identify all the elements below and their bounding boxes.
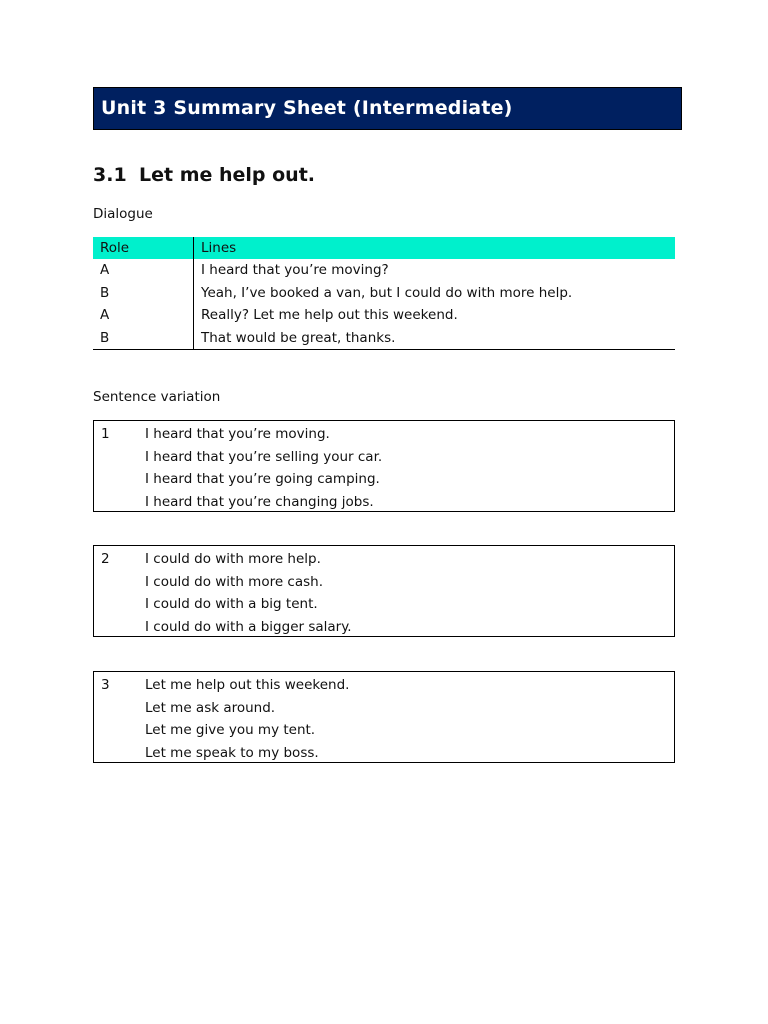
- variation-box-2: [93, 545, 675, 637]
- role-cell: B: [93, 282, 194, 305]
- variation-number: 1: [101, 426, 110, 442]
- table-header-row: [93, 237, 675, 259]
- table-row: [93, 327, 675, 350]
- dialogue-table: [93, 237, 675, 350]
- variation-line: I could do with more cash.: [145, 573, 324, 590]
- line-cell: Really? Let me help out this weekend.: [201, 307, 458, 323]
- variation-line: I heard that you’re moving.: [145, 426, 330, 442]
- variation-box-1: [93, 420, 675, 512]
- table-row: [93, 259, 675, 282]
- variation-lines: [145, 548, 352, 638]
- sentence-variation-label: Sentence variation: [93, 389, 221, 405]
- variation-number: 3: [101, 677, 110, 693]
- table-row: [93, 304, 675, 327]
- table-row: [93, 282, 675, 305]
- column-header-role: Role: [93, 237, 194, 259]
- role-cell: B: [93, 327, 194, 350]
- variation-line: I heard that you’re changing jobs.: [145, 493, 374, 510]
- variation-line: I could do with a big tent.: [145, 596, 318, 612]
- dialogue-label: Dialogue: [93, 206, 153, 222]
- variation-line: I could do with more help.: [145, 551, 321, 567]
- variation-lines: [145, 423, 382, 513]
- line-cell: I heard that you’re moving?: [201, 262, 389, 278]
- variation-box-3: [93, 671, 675, 763]
- page-title: Unit 3 Summary Sheet (Intermediate): [93, 87, 682, 130]
- line-cell: Yeah, I’ve booked a van, but I could do with more help.: [201, 284, 573, 301]
- variation-line: I heard that you’re going camping.: [145, 471, 380, 487]
- line-cell: That would be great, thanks.: [194, 327, 676, 350]
- variation-line: I could do with a bigger salary.: [145, 618, 352, 635]
- role-cell: A: [93, 304, 194, 327]
- variation-line: Let me give you my tent.: [145, 722, 316, 738]
- role-cell: A: [93, 259, 194, 282]
- variation-line: Let me speak to my boss.: [145, 744, 319, 761]
- variation-lines: [145, 674, 349, 764]
- variation-number: 2: [101, 551, 110, 567]
- column-header-lines: Lines: [194, 237, 676, 259]
- variation-line: I heard that you’re selling your car.: [145, 448, 383, 465]
- variation-line: Let me help out this weekend.: [145, 677, 350, 693]
- variation-line: Let me ask around.: [145, 699, 276, 716]
- section-number: 3.1: [93, 164, 127, 186]
- section-title: Let me help out.: [139, 164, 316, 186]
- section-heading: [93, 161, 315, 189]
